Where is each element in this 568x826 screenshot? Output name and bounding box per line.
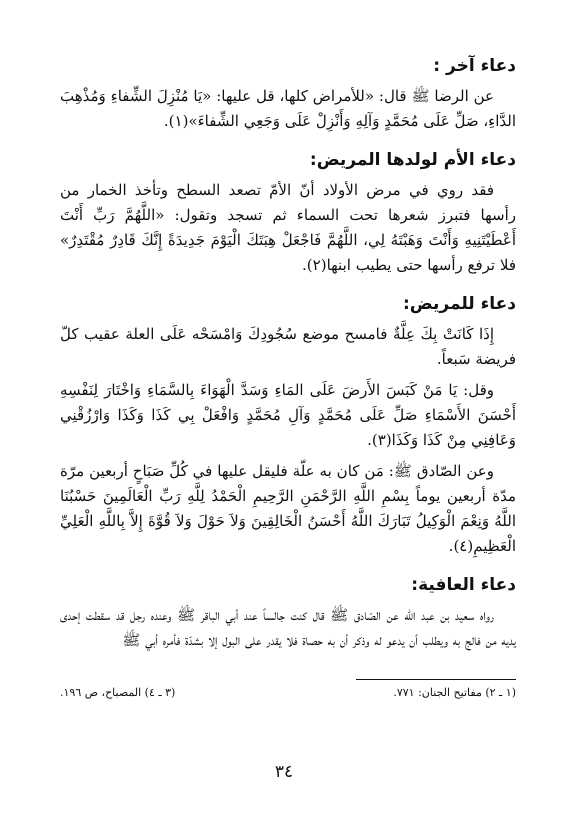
section-heading: دعاء آخر : [433, 56, 516, 76]
paragraph: إِذَا كَانَتْ بِكَ عِلَّةٌ فامسح موضع سُجُودِكَ وَامْسَحْه عَلَى العلة عقيب كلّ فريضة سَبعاً. [60, 325, 516, 368]
page-number: ٣٤ [274, 762, 294, 782]
section-another-prayer [60, 54, 516, 134]
footnote-1-2: (١ ـ ٢) مفاتيح الجنان: ٧٧١. [393, 686, 516, 699]
footnotes [60, 686, 516, 699]
footnote-3-4: (٣ ـ ٤) المصباح، ص ١٩٦. [60, 686, 176, 699]
footnote-separator [356, 679, 516, 680]
paragraph: عن الرضا ﷺ قال: «للأمراض كلها، قل عليها: «يَا مُنْزِلَ الشِّفاءِ وَمُذْهِبَ الدَّاءِ، صَلِّ عَلَى مُحَمَّدٍ وَآلِهِ وَأَنْزِلْ عَلَى وَجَعِي الشِّفاءَ»(١). [60, 87, 516, 130]
section-heading: دعاء الأم لولدها المريض: [309, 150, 516, 170]
section-sick-prayer [60, 292, 516, 559]
section-wellbeing-prayer [60, 573, 516, 653]
section-heading: دعاء العافية: [411, 575, 516, 595]
paragraph: رواه سعيد بن عبد الله عن الصّادق ﷺ قال كنت جالساً عند أبي الباقر ﷺ وعنده رجل قد سقطت إحدى يديه من فالج به ويطلب أن يدعو له وذكر أن به حصاة فلا يقدر على البول إلا بشدّة فأمره أبي ﷺ [60, 606, 516, 649]
paragraph: وعن الصّادق ﷺ: مَن كان به علّة فليقل عليها في كُلِّ صَبَاحٍ أربعين مرّة مدّة أربعين يوماً بِسْمِ اللَّهِ الرَّحْمَنِ الرَّحِيمِ الْحَمْدُ لِلَّهِ رَبِّ الْعَالَمِينَ حَسْبُنَا اللَّهُ وَنِعْمَ الْوَكِيلُ تَبَارَكَ اللَّهُ أَحْسَنُ الْخَالِقِينَ وَلاَ حَوْلَ وَلاَ قُوَّةَ إِلاَّ بِاللَّهِ الْعَلِيِّ الْعَظِيمِ(٤). [60, 462, 516, 555]
section-mother-prayer [60, 148, 516, 278]
paragraph: وقل: يَا مَنْ كَبَسَ الأَرضَ عَلَى المَاءِ وَسَدَّ الْهَوَاءَ بِالسَّمَاءِ وَاخْتَارَ لِنَفْسِهِ أَحْسَنَ الأَسْمَاءِ صَلِّ عَلَى مُحَمَّدٍ وَآلِ مُحَمَّدٍ وَافْعَلْ بِي كَذَا وَكَذَا وَارْزُقْنِي وَعَافِنِي مِنْ كَذَا وَكَذَا(٣). [60, 381, 516, 449]
section-heading: دعاء للمريض: [403, 294, 516, 314]
paragraph: فقد روي في مرض الأولاد أنّ الأمّ تصعد السطح وتأخذ الخمار من رأسها فتبرز شعرها تحت السماء ثم تسجد وتقول: «اللَّهُمَّ رَبِّ أَنْتَ أَعْطَيْتَنِيهِ وَأَنْتَ وَهَبْتَهُ لِي، اللَّهُمَّ فَاجْعَلْ هِبَتَكَ الْيَوْمَ جَدِيدَةً إِنَّكَ قَادِرٌ مُقْتَدِرٌ» فلا ترفع رأسها حتى يطيب ابنها(٢). [60, 181, 516, 274]
